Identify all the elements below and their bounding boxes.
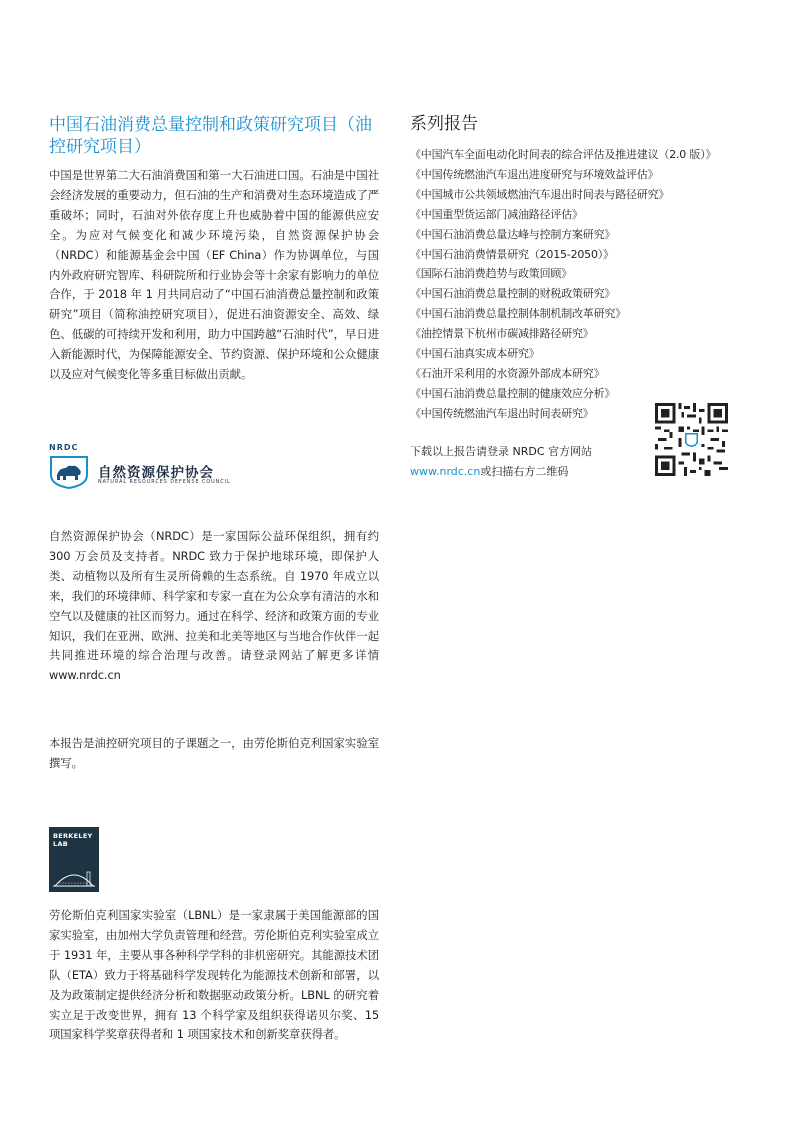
nrdc-logo-abbr: NRDC — [49, 443, 79, 452]
nrdc-logo-english-name: NATURAL RESOURCES DEFENSE COUNCIL — [98, 480, 231, 485]
report-item: 《石油开采利用的水资源外部成本研究》 — [410, 366, 605, 380]
report-item: 《中国石油真实成本研究》 — [410, 347, 540, 361]
nrdc-logo — [49, 443, 239, 489]
report-item: 《国际石油消费趋势与政策回顾》 — [410, 267, 572, 281]
berkeley-logo-line2: LAB — [53, 840, 69, 848]
report-item: 《油控情景下杭州市碳减排路径研究》 — [410, 327, 594, 341]
report-item: 《中国传统燃油汽车退出进度研究与环境效益评估》 — [410, 167, 659, 181]
report-item: 《中国石油消费总量控制的财税政策研究》 — [410, 287, 616, 301]
nrdc-website-link[interactable]: www.nrdc.cn — [410, 465, 481, 478]
nrdc-description-paragraph: 自然资源保护协会（NRDC）是一家国际公益环保组织，拥有约 300 万会员及支持者。NRDC 致力于保护地球环境，即保护人类、动植物以及所有生灵所倚赖的生态系统。自 1970 年成立以来，我们的环境律师、科学家和专家一直在为公众享有清洁的水和空气以及健康的社区而努力。通过在科学、经济和政策方面的专业知识，我们在亚洲、欧洲、拉美和北美等地区与当地合作伙伴一起共同推进环境的综合治理与改善。请登录网站了解更多详情 www.nrdc.cn — [49, 529, 379, 683]
series-report-list — [410, 145, 750, 424]
report-item: 《中国石油消费总量控制体制机制改革研究》 — [410, 307, 626, 321]
report-item: 《中国城市公共领域燃油汽车退出时间表与路径研究》 — [410, 187, 670, 201]
berkeley-logo-line1: BERKELEY — [53, 832, 93, 840]
qr-code-icon[interactable] — [655, 403, 728, 476]
report-item: 《中国石油消费总量控制的健康效应分析》 — [410, 386, 616, 400]
report-item: 《中国传统燃油汽车退出时间表研究》 — [410, 406, 594, 420]
berkeley-dome-icon — [49, 856, 99, 892]
project-intro-paragraph: 中国是世界第二大石油消费国和第一大石油进口国。石油是中国社会经济发展的重要动力，但石油的生产和消费对生态环境造成了严重破坏；同时，石油对外依存度上升也威胁着中国的能源供应安全。为应对气候变化和减少环境污染，自然资源保护协会（NRDC）和能源基金会中国（EF China）作为协调单位，与国内外政府研究智库、科研院所和行业协会等十余家有影响力的单位合作，于 2018 年 1 月共同启动了“中国石油消费总量控制和政策研究”项目（简称油控研究项目），促进石油资源安全、高效、绿色、低碳的可持续开发和利用，助力中国跨越“石油时代”，早日进入新能源时代，为保障能源安全、节约资源、保护环境和公众健康以及应对气候变化等多重目标做出贡献。 — [49, 168, 379, 382]
download-text: 下载以上报告请登录 NRDC 官方网站 — [410, 445, 593, 458]
download-instructions — [410, 442, 640, 482]
nrdc-logo-chinese-name: 自然资源保护协会 — [98, 465, 214, 481]
berkeley-description-paragraph: 劳伦斯伯克利国家实验室（LBNL）是一家隶属于美国能源部的国家实验室，由加州大学负责管理和经营。劳伦斯伯克利实验室成立于 1931 年，主要从事各种科学学科的非机密研究。其能源技术团队（ETA）致力于将基础科学发现转化为能源技术创新和部署，以及为政策制定提供经济分析和数据驱动政策分析。LBNL 的研究着实立足于改变世界，拥有 13 个科学家及组织获得诺贝尔奖、15 项国家科学奖章获得者和 1 项国家技术和创新奖章获得者。 — [49, 908, 379, 1042]
polar-bear-shield-icon — [49, 455, 89, 489]
sub-report-note: 本报告是油控研究项目的子课题之一，由劳伦斯伯克利国家实验室撰写。 — [49, 736, 379, 770]
report-item: 《中国石油消费情景研究（2015-2050）》 — [410, 247, 614, 261]
report-item: 《中国重型货运部门减油路径评估》 — [410, 207, 583, 221]
download-suffix: 或扫描右方二维码 — [480, 465, 569, 478]
berkeley-lab-logo — [49, 827, 99, 892]
report-item: 《中国汽车全面电动化时间表的综合评估及推进建议（2.0 版）》 — [410, 148, 717, 161]
series-reports-title: 系列报告 — [410, 114, 478, 134]
project-title: 中国石油消费总量控制和政策研究项目（油控研究项目） — [49, 115, 372, 157]
report-item: 《中国石油消费总量达峰与控制方案研究》 — [410, 227, 616, 241]
